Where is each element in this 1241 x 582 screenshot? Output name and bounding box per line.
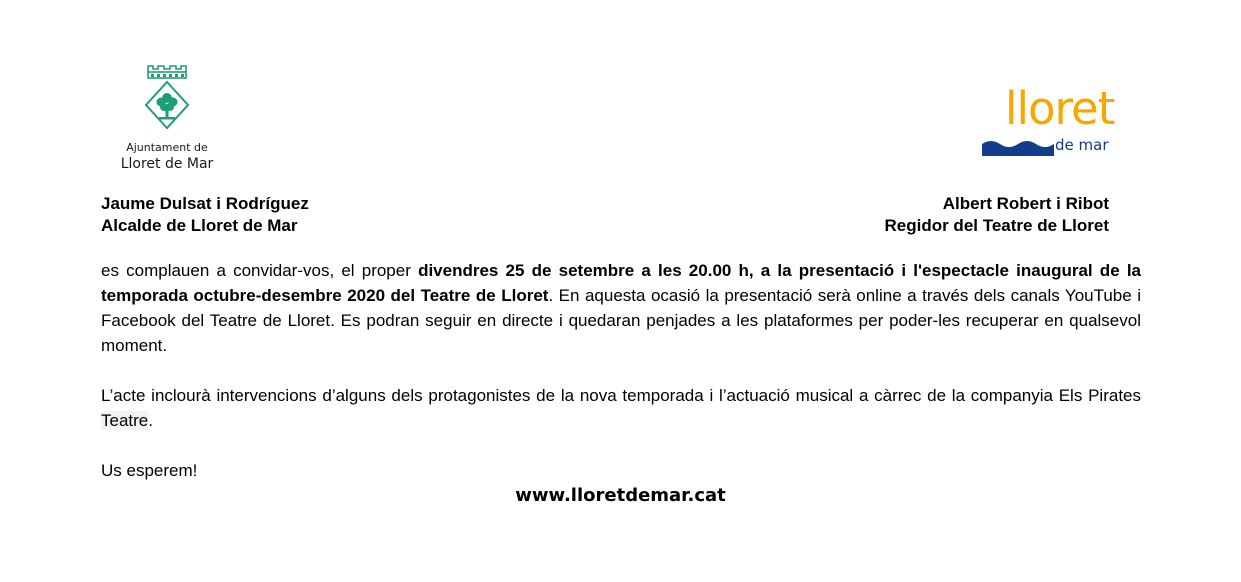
signer-left-title: Alcalde de Lloret de Mar — [101, 216, 298, 235]
wave-icon — [982, 138, 1054, 158]
paragraph-program-highlight: Teatre — [101, 411, 149, 430]
signer-right — [884, 193, 1109, 237]
paragraph-invitation — [101, 258, 1141, 358]
invitation-body — [101, 258, 1141, 483]
paragraph-program-end: . — [148, 411, 153, 430]
coat-of-arms-icon — [142, 62, 192, 132]
paragraph-program — [101, 383, 1141, 433]
paragraph-invitation-intro: es complauen a convidar-vos, el proper — [101, 261, 419, 280]
website-link[interactable]: www.lloretdemar.cat — [515, 485, 726, 506]
signer-left — [101, 193, 309, 237]
paragraph-invitation-details: . En aquesta ocasió la presentació serà online a través dels canals YouTube i Facebook del Teatre de Lloret. Es podran seguir en directe i quedaran penjades a les plataformes per poder-les recuperar en qualsevol moment. — [101, 286, 1141, 355]
brand-wordmark: lloret — [1005, 82, 1115, 135]
paragraph-invitation-event: divendres 25 de setembre a les 20.00 h, a la presentació i l'espectacle inaugural de la temporada octubre-desembre 2020 del Teatre de Lloret — [101, 261, 1141, 305]
paragraph-program-text: L’acte inclourà intervencions d’alguns dels protagonistes de la nova temporada i l’actuació musical a càrrec de la companyia Els Pirates — [101, 386, 1141, 405]
signer-right-name: Albert Robert i Ribot — [942, 194, 1109, 213]
ajuntament-logo — [100, 62, 234, 173]
signer-left-name: Jaume Dulsat i Rodríguez — [101, 194, 309, 213]
paragraph-closing: Us esperem! — [101, 461, 198, 480]
lloret-brand-logo — [978, 82, 1128, 162]
org-name-line2: Lloret de Mar — [120, 156, 214, 172]
signer-right-title: Regidor del Teatre de Lloret — [884, 216, 1109, 235]
brand-subline: de mar — [1055, 136, 1109, 154]
org-name-line1: Ajuntament de — [126, 141, 208, 154]
